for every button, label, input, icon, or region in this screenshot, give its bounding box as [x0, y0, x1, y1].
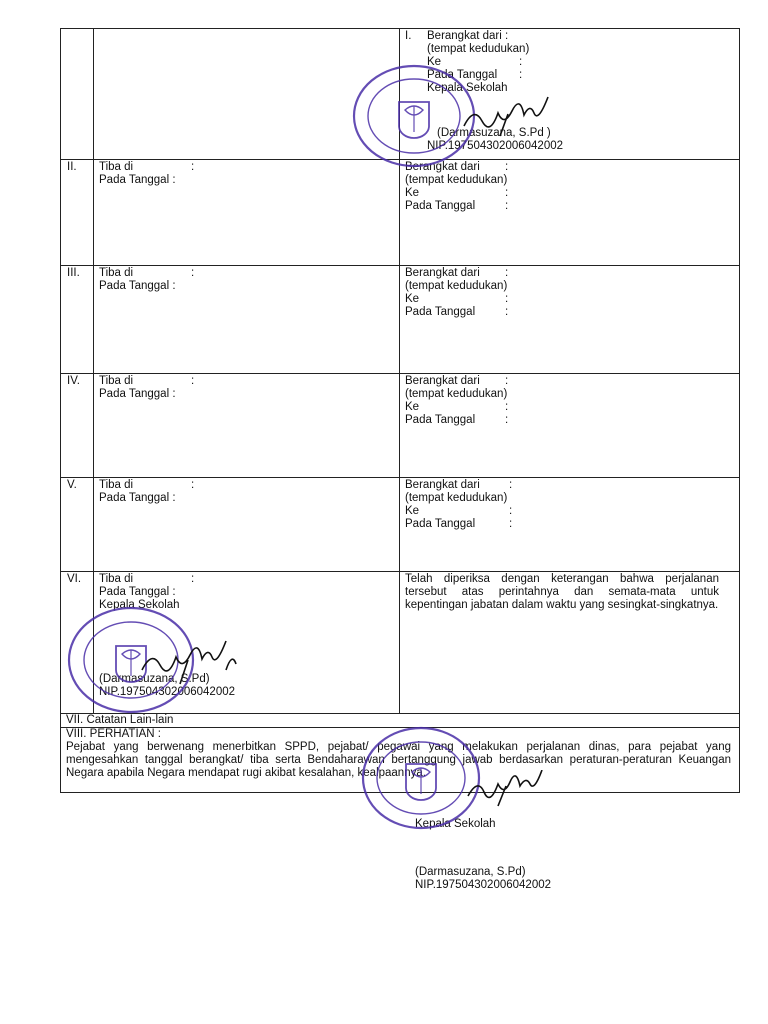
row-section-8: [61, 728, 740, 793]
signatory-name: (Darmasuzana, S.Pd ): [437, 127, 551, 139]
signatory-nip: NIP.197504302006042002: [427, 140, 564, 152]
pada-tanggal-colon: :: [505, 200, 509, 212]
pada-tanggal-label: Pada Tanggal: [405, 306, 476, 318]
roman-label: I.: [405, 30, 412, 42]
row-section-7: [61, 714, 740, 728]
pada-tanggal-colon: :: [509, 518, 513, 530]
tempat-kedudukan-label: (tempat kedudukan): [405, 388, 508, 400]
berangkat-colon: :: [509, 479, 513, 491]
footer-nip: NIP.197504302006042002: [415, 879, 552, 891]
footer-signatory: [415, 866, 551, 892]
ke-colon: :: [509, 505, 513, 517]
berangkat-dari-label: Berangkat dari: [405, 375, 480, 387]
kepala-sekolah-label: Kepala Sekolah: [99, 599, 180, 611]
row-section-3: [61, 266, 740, 374]
roman-label: V.: [67, 479, 77, 491]
tempat-kedudukan-label: (tempat kedudukan): [405, 280, 508, 292]
tiba-colon: :: [191, 573, 195, 585]
tiba-di-label: Tiba di: [99, 161, 134, 173]
tempat-kedudukan-label: (tempat kedudukan): [405, 174, 508, 186]
tiba-colon: :: [191, 161, 195, 173]
berangkat-colon: :: [505, 161, 509, 173]
perhatian-label: VIII. PERHATIAN :: [66, 728, 161, 740]
ke-label: Ke: [427, 56, 442, 68]
pada-tanggal-label: Pada Tanggal: [405, 518, 476, 530]
row-section-5: [61, 478, 740, 572]
right-cell-section-1: [400, 29, 740, 160]
tiba-colon: :: [191, 479, 195, 491]
pada-tanggal-label: Pada Tanggal: [405, 414, 476, 426]
ke-colon: :: [505, 187, 509, 199]
pada-tanggal-label: Pada Tanggal :: [99, 492, 176, 504]
verification-statement: Telah diperiksa dengan keterangan bahwa perjalanan tersebut atas perintahnya dan semata-mata untuk kepentingan jabatan dalam waktu yang sesingkat-singkatnya.: [405, 573, 719, 611]
roman-label: II.: [67, 161, 77, 173]
footer-kepala-sekolah: Kepala Sekolah: [415, 818, 496, 830]
sppd-table: [60, 28, 740, 793]
catatan-label: VII. Catatan Lain-lain: [66, 714, 174, 726]
row-section-6: [61, 572, 740, 714]
ke-colon: :: [519, 56, 523, 68]
ke-colon: :: [505, 293, 509, 305]
tiba-di-label: Tiba di: [99, 375, 134, 387]
signatory-name: (Darmasuzana, S.Pd): [99, 673, 210, 685]
roman-cell-empty: [61, 29, 94, 160]
roman-label: VI.: [67, 573, 82, 585]
pada-tanggal-label: Pada Tanggal :: [99, 280, 176, 292]
pada-tanggal-colon: :: [505, 414, 509, 426]
signatory-nip: NIP.197504302006042002: [99, 686, 236, 698]
tiba-di-label: Tiba di: [99, 573, 134, 585]
ke-label: Ke: [405, 187, 420, 199]
tiba-colon: :: [191, 375, 195, 387]
berangkat-colon: :: [505, 375, 509, 387]
berangkat-dari-label: Berangkat dari: [405, 267, 480, 279]
berangkat-dari-label: Berangkat dari: [405, 161, 480, 173]
pada-tanggal-label: Pada Tanggal :: [99, 388, 176, 400]
berangkat-dari-label: Berangkat dari: [405, 479, 480, 491]
tiba-di-label: Tiba di: [99, 479, 134, 491]
pada-tanggal-colon: :: [519, 69, 523, 81]
perhatian-text: Pejabat yang berwenang menerbitkan SPPD, pejabat/ pegawai yang melakukan perjalanan dinas, para pejabat yang mengesahkan tanggal berangkat/ tiba serta Bendaharawan bertanggung jawab berdasarkan peraturan-peraturan Keuangan Negara apabila Negara mendapat rugi akibat kesalahan, kealpaannya.: [66, 741, 731, 779]
pada-tanggal-colon: :: [505, 306, 509, 318]
berangkat-colon: :: [505, 267, 509, 279]
footer-name: (Darmasuzana, S.Pd): [415, 866, 526, 878]
pada-tanggal-label: Pada Tanggal: [405, 200, 476, 212]
row-section-2: [61, 160, 740, 266]
roman-label: IV.: [67, 375, 81, 387]
pada-tanggal-label: Pada Tanggal :: [99, 586, 176, 598]
tiba-di-label: Tiba di: [99, 267, 134, 279]
ke-label: Ke: [405, 505, 420, 517]
ke-colon: :: [505, 401, 509, 413]
ke-label: Ke: [405, 293, 420, 305]
ke-label: Ke: [405, 401, 420, 413]
pada-tanggal-label: Pada Tanggal :: [99, 174, 176, 186]
row-section-1: [61, 29, 740, 160]
berangkat-dari-label: Berangkat dari :: [427, 30, 509, 42]
tiba-colon: :: [191, 267, 195, 279]
tempat-kedudukan-label: (tempat kedudukan): [405, 492, 508, 504]
kepala-sekolah-label: Kepala Sekolah: [427, 82, 508, 94]
roman-label: III.: [67, 267, 80, 279]
tempat-kedudukan-label: (tempat kedudukan): [427, 43, 530, 55]
row-section-4: [61, 374, 740, 478]
left-cell-empty: [94, 29, 400, 160]
pada-tanggal-label: Pada Tanggal: [427, 69, 498, 81]
